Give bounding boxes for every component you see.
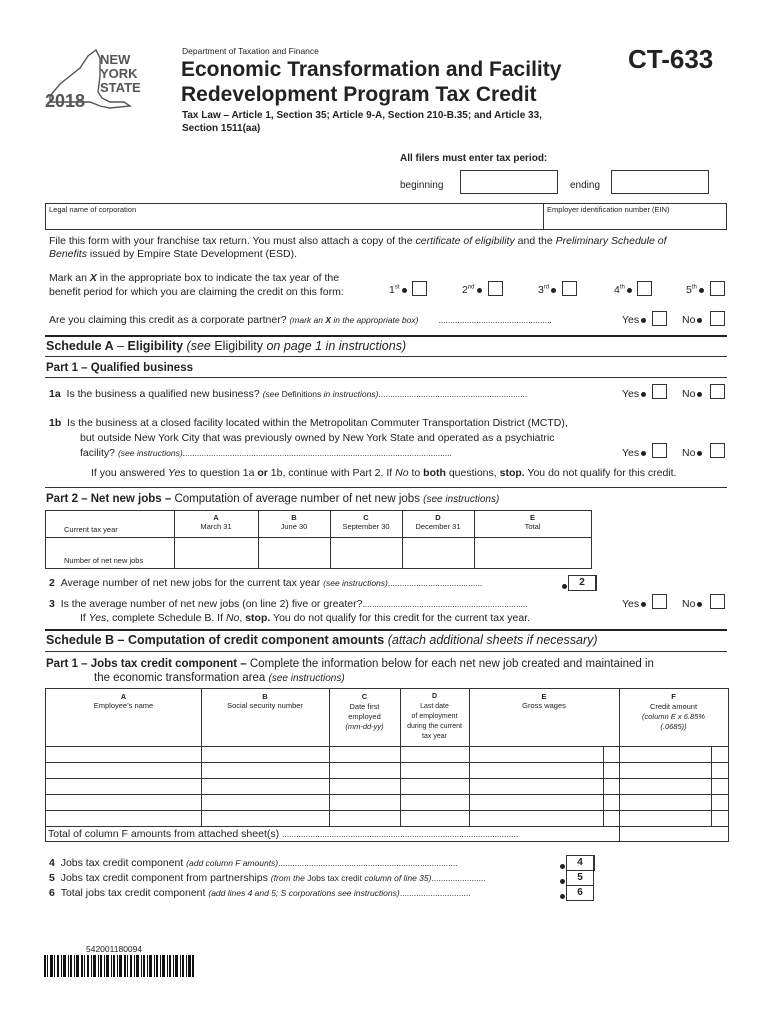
schedB-part1-b: Complete the information below for each net new job created and maintained in — [249, 658, 654, 670]
no-text: No — [682, 388, 696, 400]
q1b-text3b: (see instructions) — [117, 448, 183, 458]
partner-question — [49, 314, 649, 326]
line3 — [49, 598, 619, 610]
q1a-text: Is the business a qualified new business? — [66, 388, 263, 400]
table-row[interactable] — [46, 747, 728, 762]
schedB-part1-title — [46, 657, 654, 686]
line3-no-label — [682, 598, 704, 610]
col-c-header — [329, 692, 400, 732]
year-num: 5 — [686, 284, 692, 296]
bullet-icon — [477, 288, 482, 293]
q1a-no-checkbox[interactable] — [710, 384, 725, 399]
bullet-icon — [641, 318, 646, 323]
q1a-line — [49, 388, 619, 400]
q1a-note-c: in instructions) — [321, 389, 379, 399]
row-number-label: Number of net new jobs — [64, 556, 144, 565]
line6-num: 6 — [49, 887, 55, 899]
line2-note: (see instructions) — [323, 578, 388, 588]
answer-text-f: You do not qualify for this credit. — [524, 467, 677, 479]
ein-label: Employer identification number (EIN) — [547, 205, 670, 214]
line6 — [49, 887, 559, 899]
col-label: during the current — [407, 723, 462, 730]
year-4-checkbox[interactable] — [637, 281, 652, 296]
line5-note-a: (from the — [270, 873, 308, 883]
col-f-header — [619, 692, 728, 732]
jobs-credit-table — [45, 688, 729, 842]
answer-text-b: to question 1a — [185, 467, 258, 479]
col-letter: F — [671, 692, 676, 701]
schedB-title-b: – Computation of credit component amounts — [114, 633, 388, 647]
ein-field[interactable] — [543, 203, 727, 230]
jobs-cell-b[interactable] — [259, 538, 329, 567]
col-letter: A — [120, 692, 127, 701]
bullet-icon — [697, 392, 702, 397]
logo-new: NEW — [100, 52, 131, 67]
part2-title-b: Computation of average number of net new jobs — [174, 493, 424, 505]
q1a-note-a: (see — [262, 389, 282, 399]
line3-yes-label — [622, 598, 648, 610]
file-text-d: Preliminary Schedule of — [555, 235, 667, 247]
form-title-line1: Economic Transformation and Facility — [181, 58, 562, 81]
q1a-leader: ............................................................... — [378, 389, 528, 399]
year-sup: nd — [467, 284, 475, 291]
line4-box-num: 4 — [566, 855, 594, 871]
col-label: of employment — [411, 713, 458, 720]
line3-sub-c: , — [239, 612, 246, 624]
partner-note-b: in the appropriate box) — [331, 315, 419, 325]
line2-leader: ........................................ — [387, 578, 483, 588]
line6-note: (add lines 4 and 5; S corporations see instructions) — [208, 888, 400, 898]
jobs-cell-a[interactable] — [175, 538, 257, 567]
file-instructions — [49, 235, 729, 261]
bullet-icon — [697, 318, 702, 323]
schedA-note-b: Eligibility — [214, 339, 263, 353]
q1a-num: 1a — [49, 388, 61, 400]
col-label: Date first — [349, 702, 380, 711]
q1b-yes-label — [622, 447, 648, 459]
schedB-part1-c: the economic transformation area — [94, 672, 269, 684]
line3-text: Is the average number of net new jobs (on line 2) five or greater? — [60, 598, 363, 610]
line3-num: 3 — [49, 598, 55, 610]
no-text: No — [682, 598, 696, 610]
q1b-text3a: facility? — [80, 447, 118, 459]
bullet-icon — [402, 288, 407, 293]
col-b-header — [258, 513, 330, 531]
q1b-leader: .................................................................................................................. — [182, 448, 452, 458]
year-sup: rd — [543, 284, 550, 291]
no-text: No — [682, 314, 696, 326]
col-a-header — [174, 513, 258, 531]
schedB-title-a: Schedule B — [46, 633, 115, 647]
schedA-note-a: (see — [183, 339, 215, 353]
file-text-e: Benefits — [49, 248, 87, 260]
row-current-label: Current tax year — [64, 525, 118, 534]
q1a-yes-checkbox[interactable] — [652, 384, 667, 399]
col-letter: E — [529, 513, 535, 522]
year-num: 3 — [538, 284, 544, 296]
line5-note-b: Jobs tax credit — [307, 873, 362, 883]
year-5-label — [686, 284, 706, 296]
q1b-line1 — [49, 417, 568, 429]
line5-note-c: column of line 35) — [361, 873, 432, 883]
partner-note-a: (mark an — [289, 315, 326, 325]
beginning-input[interactable] — [460, 170, 558, 194]
year-5-checkbox[interactable] — [710, 281, 725, 296]
col-letter: E — [541, 692, 547, 701]
schedA-rule — [45, 335, 727, 337]
partner-yes-label — [622, 314, 648, 326]
col-e-header — [474, 513, 591, 531]
col-label: June 30 — [280, 522, 308, 531]
line6-text: Total jobs tax credit component — [60, 887, 209, 899]
part2-title-a: Part 2 – Net new jobs – — [46, 493, 175, 505]
col-a-header — [46, 692, 201, 710]
line6-box-num: 6 — [566, 885, 594, 901]
line4-entry[interactable] — [594, 855, 595, 871]
net-new-jobs-table — [45, 510, 592, 569]
schedA-title-a: Schedule A — [46, 339, 114, 353]
q1a-no-label — [682, 388, 704, 400]
line4-text: Jobs tax credit component — [60, 857, 187, 869]
line3-sub-yes: Yes — [88, 612, 107, 624]
line3-leader: ...................................................................... — [362, 599, 528, 609]
year-sup: st — [394, 284, 400, 291]
line5-text: Jobs tax credit component from partnerships — [60, 872, 271, 884]
col-letter: D — [435, 513, 441, 522]
q1b-line2: but outside New York City that was previously owned by New York State and operated as a psychiatric — [80, 432, 555, 444]
year-4-label — [614, 284, 634, 296]
answer-text-e: questions, — [445, 467, 500, 479]
yes-text: Yes — [622, 598, 640, 610]
bullet-icon — [551, 288, 556, 293]
line3-sub — [80, 612, 530, 624]
line3-yes-checkbox[interactable] — [652, 594, 667, 609]
schedB-part1-d: (see instructions) — [268, 673, 345, 684]
corp-name-label: Legal name of corporation — [49, 205, 137, 214]
line6-leader: .............................. — [399, 888, 471, 898]
line3-sub-d: You do not qualify for this credit for the current tax year. — [270, 612, 531, 624]
col-letter: A — [213, 513, 219, 522]
line2-box-num: 2 — [568, 575, 596, 591]
total-row-text: Total of column F amounts from attached sheet(s) — [48, 828, 283, 840]
line5-leader: ....................... — [431, 873, 486, 883]
mark-text-b: in the appropriate box to indicate the tax year of the — [96, 272, 340, 284]
answer-text-c: 1b, continue with Part 2. If — [267, 467, 396, 479]
answer-yes: Yes — [168, 467, 186, 479]
part2-title-c: (see instructions) — [423, 494, 500, 505]
partner-no-label — [682, 314, 704, 326]
jobs-cell-e[interactable] — [475, 538, 590, 567]
year-num: 1 — [389, 284, 395, 296]
year-3-checkbox[interactable] — [562, 281, 577, 296]
year-3-label — [538, 284, 558, 296]
yes-text: Yes — [622, 388, 640, 400]
bullet-icon — [697, 451, 702, 456]
col-e-header — [469, 692, 619, 710]
line2 — [49, 577, 564, 589]
schedB-rule — [45, 629, 727, 631]
col-label: Last date — [420, 703, 449, 710]
q1b-num: 1b — [49, 417, 62, 429]
ending-label: ending — [570, 180, 601, 191]
q1a-yes-label — [622, 388, 648, 400]
answer-text-a: If you answered — [91, 467, 169, 479]
tax-law-line2: Section 1511(aa) — [182, 123, 261, 134]
line2-num: 2 — [49, 577, 55, 589]
file-text-c: and the — [514, 235, 556, 247]
col-label: September 30 — [342, 522, 390, 531]
table-row[interactable] — [46, 763, 728, 778]
beginning-label: beginning — [400, 180, 444, 191]
bullet-icon — [641, 602, 646, 607]
col-label: (.0685)) — [660, 722, 687, 731]
schedB-part1-rule — [45, 651, 727, 652]
schedA-note-c: on page 1 in instructions) — [262, 339, 407, 353]
col-label: December 31 — [415, 522, 461, 531]
mark-text-line2: benefit period for which you are claiming the credit on this form: — [49, 286, 344, 298]
schedB-part1-a: Part 1 – Jobs tax credit component – — [46, 658, 250, 670]
barcode-number: 542001180094 — [86, 944, 143, 954]
answer-stop: stop. — [499, 467, 525, 479]
total-row-leader: .................................................................................................... — [282, 829, 519, 839]
file-text-a: File this form with your franchise tax return. You must also attach a copy of the — [49, 235, 416, 247]
table-row[interactable] — [46, 779, 728, 794]
yes-text: Yes — [622, 314, 640, 326]
schedA-part1-title: Part 1 – Qualified business — [46, 362, 193, 374]
line3-sub-a: If — [80, 612, 89, 624]
line3-sub-stop: stop. — [245, 612, 271, 624]
schedA-title-dash: – — [113, 339, 128, 353]
logo-state: STATE — [100, 80, 141, 95]
line3-no-checkbox[interactable] — [710, 594, 725, 609]
col-label: Gross wages — [522, 701, 566, 710]
line4 — [49, 857, 559, 869]
partner-leader: ................................................ — [438, 315, 552, 325]
col-c-header — [330, 513, 402, 531]
col-label: (mm-dd-yy) — [345, 722, 384, 731]
answer-instruction — [91, 467, 676, 479]
col-letter: B — [291, 513, 297, 522]
total-row-label — [48, 828, 618, 840]
col-b-header — [201, 692, 329, 710]
col-label: tax year — [422, 733, 447, 740]
bullet-icon — [697, 602, 702, 607]
col-letter: C — [363, 513, 369, 522]
file-text-b: certificate of eligibility — [415, 235, 515, 247]
no-text: No — [682, 447, 696, 459]
line2-entry[interactable] — [596, 575, 597, 591]
tax-period-heading: All filers must enter tax period: — [400, 153, 548, 164]
col-label: Social security number — [227, 701, 303, 710]
year-num: 2 — [462, 284, 468, 296]
line5-num: 5 — [49, 872, 55, 884]
col-label: Credit amount — [649, 702, 698, 711]
year-sup: th — [691, 284, 697, 291]
schedA-title — [46, 339, 406, 353]
mark-text-a: Mark an — [49, 272, 90, 284]
line2-text: Average number of net new jobs for the current tax year — [60, 577, 324, 589]
year-num: 4 — [614, 284, 620, 296]
answer-text-d: to — [408, 467, 424, 479]
col-d-header — [402, 513, 474, 531]
partner-note-x: X — [325, 315, 332, 325]
q1b-no-checkbox[interactable] — [710, 443, 725, 458]
line5-box-num: 5 — [566, 870, 594, 886]
answer-no: No — [395, 467, 409, 479]
jobs-cell-c[interactable] — [331, 538, 401, 567]
bullet-icon — [699, 288, 704, 293]
col-letter: D — [431, 693, 438, 700]
schedA-part2-title — [46, 493, 499, 505]
yes-text: Yes — [622, 447, 640, 459]
col-label: Total — [524, 522, 541, 531]
table-row[interactable] — [46, 795, 728, 810]
form-year: 2018 — [45, 91, 86, 111]
logo-york: YORK — [100, 66, 138, 81]
tax-law-line1: Tax Law – Article 1, Section 35; Article 9-A, Section 210-B.35; and Article 33, — [182, 110, 542, 121]
corp-name-field[interactable] — [45, 203, 545, 230]
bullet-icon — [641, 451, 646, 456]
total-row-entry[interactable] — [620, 827, 727, 840]
q1b-text1: Is the business at a closed facility located within the Metropolitan Commuter Transportation District (MCTD), — [67, 417, 568, 429]
form-number: CT-633 — [628, 44, 714, 74]
q1a-note-b: Definitions — [281, 389, 322, 399]
schedA-title-b: Eligibility — [127, 339, 184, 353]
q1b-yes-checkbox[interactable] — [652, 443, 667, 458]
q1b-no-label — [682, 447, 704, 459]
line3-sub-b: , complete Schedule B. If — [106, 612, 226, 624]
partner-no-checkbox[interactable] — [710, 311, 725, 326]
schedB-title — [46, 633, 598, 647]
year-2-checkbox[interactable] — [488, 281, 503, 296]
bullet-icon — [641, 392, 646, 397]
schedB-title-c: (attach additional sheets if necessary) — [387, 633, 598, 647]
form-title-line2: Redevelopment Program Tax Credit — [181, 83, 537, 106]
answer-or: or — [257, 467, 268, 479]
barcode-icon — [44, 955, 194, 977]
line4-leader: ............................................................................ — [278, 858, 458, 868]
col-label: employed — [348, 712, 381, 721]
year-sup: th — [619, 284, 625, 291]
line4-note: (add column F amounts) — [186, 858, 279, 868]
line3-sub-no: No — [225, 612, 240, 624]
table-row[interactable] — [46, 811, 728, 826]
col-label: Employee’s name — [93, 701, 154, 710]
col-letter: C — [361, 692, 368, 701]
ending-input[interactable] — [611, 170, 709, 194]
col-letter: B — [262, 692, 268, 701]
year-1-checkbox[interactable] — [412, 281, 427, 296]
col-label: (column E x 6.85% — [642, 712, 705, 721]
col-d-header — [400, 692, 469, 742]
answer-both: both — [423, 467, 446, 479]
line5 — [49, 872, 559, 884]
department-name: Department of Taxation and Finance — [182, 46, 319, 56]
line4-num: 4 — [49, 857, 55, 869]
year-2-label — [462, 284, 484, 296]
file-text-f: issued by Empire State Development (ESD). — [86, 248, 298, 260]
partner-text: Are you claiming this credit as a corporate partner? — [49, 314, 290, 326]
jobs-cell-d[interactable] — [403, 538, 473, 567]
schedA-part1-under — [45, 377, 727, 378]
mark-instruction — [49, 271, 344, 299]
year-1-label — [389, 284, 409, 296]
schedA-part1-rule — [45, 356, 727, 357]
partner-yes-checkbox[interactable] — [652, 311, 667, 326]
bullet-icon — [627, 288, 632, 293]
q1b-line3 — [80, 447, 620, 459]
schedA-part2-rule — [45, 487, 727, 488]
col-label: March 31 — [200, 522, 232, 531]
mark-x: X — [89, 272, 97, 284]
